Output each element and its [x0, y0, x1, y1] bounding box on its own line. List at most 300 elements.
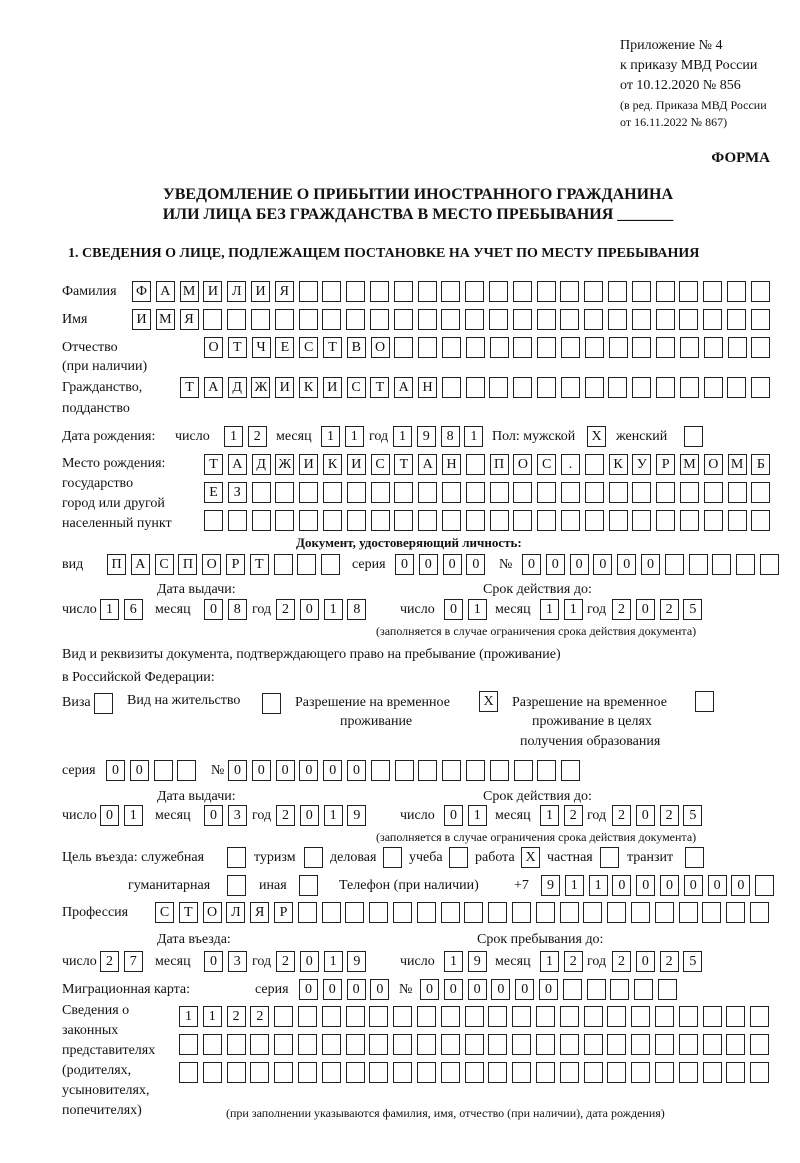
char-cell[interactable]: 0: [299, 979, 318, 1000]
char-cell[interactable]: [393, 1006, 412, 1027]
char-cell[interactable]: [585, 482, 604, 503]
char-cell[interactable]: 0: [444, 979, 463, 1000]
char-cell[interactable]: [587, 979, 606, 1000]
char-cell[interactable]: [394, 337, 413, 358]
char-cell[interactable]: [275, 482, 294, 503]
char-cell[interactable]: И: [251, 281, 270, 302]
char-cell[interactable]: [680, 510, 699, 531]
char-cell[interactable]: [465, 309, 484, 330]
char-cell[interactable]: 3: [228, 951, 247, 972]
char-cell[interactable]: П: [178, 554, 197, 575]
char-cell[interactable]: [703, 309, 722, 330]
char-cell[interactable]: [755, 875, 774, 896]
char-cell[interactable]: [441, 281, 460, 302]
char-cell[interactable]: [607, 1006, 626, 1027]
char-cell[interactable]: [251, 309, 270, 330]
char-cell[interactable]: [369, 902, 388, 923]
char-cell[interactable]: 0: [370, 979, 389, 1000]
char-cell[interactable]: 1: [224, 426, 243, 447]
char-cell[interactable]: [383, 847, 402, 868]
char-cell[interactable]: [631, 1062, 650, 1083]
char-cell[interactable]: [274, 1062, 293, 1083]
char-cell[interactable]: [466, 510, 485, 531]
char-cell[interactable]: 0: [444, 599, 463, 620]
char-cell[interactable]: .: [561, 454, 580, 475]
char-cell[interactable]: [726, 1062, 745, 1083]
char-cell[interactable]: [560, 1034, 579, 1055]
char-cell[interactable]: 0: [617, 554, 636, 575]
char-cell[interactable]: [584, 1006, 603, 1027]
char-cell[interactable]: 2: [276, 951, 295, 972]
char-cell[interactable]: 1: [564, 599, 583, 620]
char-cell[interactable]: 0: [570, 554, 589, 575]
char-cell[interactable]: К: [323, 454, 342, 475]
char-cell[interactable]: 8: [441, 426, 460, 447]
char-cell[interactable]: [560, 281, 579, 302]
char-cell[interactable]: [442, 482, 461, 503]
char-cell[interactable]: А: [204, 377, 223, 398]
char-cell[interactable]: Ч: [252, 337, 271, 358]
char-cell[interactable]: 1: [393, 426, 412, 447]
char-cell[interactable]: [560, 309, 579, 330]
char-cell[interactable]: 0: [612, 875, 631, 896]
char-cell[interactable]: [262, 693, 281, 714]
char-cell[interactable]: 5: [683, 599, 702, 620]
char-cell[interactable]: [609, 510, 628, 531]
char-cell[interactable]: [227, 309, 246, 330]
char-cell[interactable]: [395, 760, 414, 781]
char-cell[interactable]: [560, 1006, 579, 1027]
char-cell[interactable]: [449, 847, 468, 868]
char-cell[interactable]: [684, 426, 703, 447]
char-cell[interactable]: [513, 281, 532, 302]
char-cell[interactable]: 2: [612, 805, 631, 826]
char-cell[interactable]: [466, 454, 485, 475]
char-cell[interactable]: [727, 281, 746, 302]
char-cell[interactable]: X: [587, 426, 606, 447]
char-cell[interactable]: [703, 1006, 722, 1027]
char-cell[interactable]: [632, 337, 651, 358]
char-cell[interactable]: [751, 510, 770, 531]
char-cell[interactable]: И: [275, 377, 294, 398]
char-cell[interactable]: [704, 510, 723, 531]
char-cell[interactable]: [442, 760, 461, 781]
char-cell[interactable]: [94, 693, 113, 714]
char-cell[interactable]: 1: [444, 951, 463, 972]
char-cell[interactable]: [298, 1034, 317, 1055]
char-cell[interactable]: 0: [539, 979, 558, 1000]
char-cell[interactable]: [537, 309, 556, 330]
char-cell[interactable]: [607, 1034, 626, 1055]
char-cell[interactable]: [695, 691, 714, 712]
char-cell[interactable]: [632, 377, 651, 398]
char-cell[interactable]: [489, 309, 508, 330]
char-cell[interactable]: О: [204, 337, 223, 358]
char-cell[interactable]: [371, 760, 390, 781]
char-cell[interactable]: [441, 1062, 460, 1083]
char-cell[interactable]: [370, 309, 389, 330]
char-cell[interactable]: [203, 1062, 222, 1083]
char-cell[interactable]: 2: [100, 951, 119, 972]
char-cell[interactable]: [537, 377, 556, 398]
char-cell[interactable]: [465, 281, 484, 302]
char-cell[interactable]: [679, 902, 698, 923]
char-cell[interactable]: О: [203, 902, 222, 923]
char-cell[interactable]: [250, 1062, 269, 1083]
char-cell[interactable]: [227, 1034, 246, 1055]
char-cell[interactable]: 1: [464, 426, 483, 447]
char-cell[interactable]: [369, 1062, 388, 1083]
char-cell[interactable]: 2: [660, 599, 679, 620]
char-cell[interactable]: 0: [546, 554, 565, 575]
char-cell[interactable]: [712, 554, 731, 575]
char-cell[interactable]: 0: [300, 951, 319, 972]
char-cell[interactable]: [728, 510, 747, 531]
char-cell[interactable]: А: [394, 377, 413, 398]
char-cell[interactable]: [584, 281, 603, 302]
char-cell[interactable]: У: [632, 454, 651, 475]
char-cell[interactable]: [585, 377, 604, 398]
char-cell[interactable]: 1: [589, 875, 608, 896]
char-cell[interactable]: [704, 482, 723, 503]
char-cell[interactable]: [726, 1034, 745, 1055]
char-cell[interactable]: [228, 510, 247, 531]
char-cell[interactable]: [751, 482, 770, 503]
char-cell[interactable]: С: [155, 554, 174, 575]
char-cell[interactable]: Е: [275, 337, 294, 358]
char-cell[interactable]: [322, 1062, 341, 1083]
char-cell[interactable]: [513, 377, 532, 398]
char-cell[interactable]: [393, 902, 412, 923]
char-cell[interactable]: 0: [347, 979, 366, 1000]
char-cell[interactable]: 0: [323, 979, 342, 1000]
char-cell[interactable]: 8: [347, 599, 366, 620]
char-cell[interactable]: [490, 337, 509, 358]
char-cell[interactable]: [561, 760, 580, 781]
char-cell[interactable]: [466, 482, 485, 503]
char-cell[interactable]: В: [347, 337, 366, 358]
char-cell[interactable]: С: [155, 902, 174, 923]
char-cell[interactable]: 1: [324, 951, 343, 972]
char-cell[interactable]: [490, 760, 509, 781]
char-cell[interactable]: [750, 1062, 769, 1083]
char-cell[interactable]: 2: [564, 805, 583, 826]
char-cell[interactable]: [680, 337, 699, 358]
char-cell[interactable]: 2: [612, 951, 631, 972]
char-cell[interactable]: [537, 281, 556, 302]
char-cell[interactable]: 1: [540, 951, 559, 972]
char-cell[interactable]: [751, 309, 770, 330]
char-cell[interactable]: 8: [228, 599, 247, 620]
char-cell[interactable]: [679, 1034, 698, 1055]
char-cell[interactable]: [418, 760, 437, 781]
char-cell[interactable]: О: [371, 337, 390, 358]
char-cell[interactable]: [513, 309, 532, 330]
char-cell[interactable]: [607, 1062, 626, 1083]
char-cell[interactable]: [346, 281, 365, 302]
char-cell[interactable]: [584, 309, 603, 330]
char-cell[interactable]: [632, 482, 651, 503]
char-cell[interactable]: [726, 902, 745, 923]
char-cell[interactable]: Т: [323, 337, 342, 358]
char-cell[interactable]: [727, 309, 746, 330]
char-cell[interactable]: Л: [226, 902, 245, 923]
char-cell[interactable]: 1: [179, 1006, 198, 1027]
char-cell[interactable]: [512, 1034, 531, 1055]
char-cell[interactable]: [514, 760, 533, 781]
char-cell[interactable]: [252, 482, 271, 503]
char-cell[interactable]: 5: [683, 805, 702, 826]
char-cell[interactable]: С: [537, 454, 556, 475]
char-cell[interactable]: 0: [228, 760, 247, 781]
char-cell[interactable]: [655, 1034, 674, 1055]
char-cell[interactable]: [417, 902, 436, 923]
char-cell[interactable]: 0: [323, 760, 342, 781]
char-cell[interactable]: [394, 281, 413, 302]
char-cell[interactable]: [727, 377, 746, 398]
char-cell[interactable]: Т: [394, 454, 413, 475]
char-cell[interactable]: [298, 1006, 317, 1027]
char-cell[interactable]: [631, 902, 650, 923]
char-cell[interactable]: [656, 337, 675, 358]
char-cell[interactable]: 0: [522, 554, 541, 575]
char-cell[interactable]: 0: [395, 554, 414, 575]
char-cell[interactable]: [679, 309, 698, 330]
char-cell[interactable]: К: [299, 377, 318, 398]
char-cell[interactable]: 0: [731, 875, 750, 896]
char-cell[interactable]: [304, 847, 323, 868]
char-cell[interactable]: [345, 902, 364, 923]
char-cell[interactable]: [227, 875, 246, 896]
char-cell[interactable]: [441, 309, 460, 330]
char-cell[interactable]: С: [347, 377, 366, 398]
char-cell[interactable]: 9: [347, 951, 366, 972]
char-cell[interactable]: [584, 1034, 603, 1055]
char-cell[interactable]: [536, 1062, 555, 1083]
char-cell[interactable]: [488, 1034, 507, 1055]
char-cell[interactable]: [322, 1006, 341, 1027]
char-cell[interactable]: 2: [564, 951, 583, 972]
char-cell[interactable]: 1: [540, 599, 559, 620]
char-cell[interactable]: [704, 337, 723, 358]
char-cell[interactable]: 1: [124, 805, 143, 826]
char-cell[interactable]: [536, 1034, 555, 1055]
char-cell[interactable]: [275, 309, 294, 330]
char-cell[interactable]: И: [132, 309, 151, 330]
char-cell[interactable]: [702, 902, 721, 923]
char-cell[interactable]: [751, 377, 770, 398]
char-cell[interactable]: [442, 510, 461, 531]
char-cell[interactable]: [537, 760, 556, 781]
char-cell[interactable]: Н: [418, 377, 437, 398]
char-cell[interactable]: [656, 510, 675, 531]
char-cell[interactable]: З: [228, 482, 247, 503]
char-cell[interactable]: [655, 902, 674, 923]
char-cell[interactable]: Е: [204, 482, 223, 503]
char-cell[interactable]: 9: [468, 951, 487, 972]
char-cell[interactable]: А: [131, 554, 150, 575]
char-cell[interactable]: 1: [565, 875, 584, 896]
char-cell[interactable]: [346, 309, 365, 330]
char-cell[interactable]: О: [202, 554, 221, 575]
char-cell[interactable]: [736, 554, 755, 575]
char-cell[interactable]: А: [418, 454, 437, 475]
char-cell[interactable]: 2: [248, 426, 267, 447]
char-cell[interactable]: [322, 1034, 341, 1055]
char-cell[interactable]: 0: [347, 760, 366, 781]
char-cell[interactable]: М: [156, 309, 175, 330]
char-cell[interactable]: [609, 482, 628, 503]
char-cell[interactable]: [417, 1006, 436, 1027]
char-cell[interactable]: [490, 510, 509, 531]
char-cell[interactable]: [561, 337, 580, 358]
char-cell[interactable]: [655, 1062, 674, 1083]
char-cell[interactable]: Т: [228, 337, 247, 358]
char-cell[interactable]: [583, 902, 602, 923]
char-cell[interactable]: [393, 1034, 412, 1055]
char-cell[interactable]: [656, 309, 675, 330]
char-cell[interactable]: [466, 337, 485, 358]
char-cell[interactable]: 0: [636, 805, 655, 826]
char-cell[interactable]: [274, 554, 293, 575]
char-cell[interactable]: [704, 377, 723, 398]
char-cell[interactable]: [536, 1006, 555, 1027]
char-cell[interactable]: [561, 482, 580, 503]
char-cell[interactable]: [512, 1062, 531, 1083]
char-cell[interactable]: [466, 760, 485, 781]
char-cell[interactable]: 9: [347, 805, 366, 826]
char-cell[interactable]: 2: [227, 1006, 246, 1027]
char-cell[interactable]: [465, 1062, 484, 1083]
char-cell[interactable]: П: [490, 454, 509, 475]
char-cell[interactable]: [560, 902, 579, 923]
char-cell[interactable]: [369, 1006, 388, 1027]
char-cell[interactable]: X: [479, 691, 498, 712]
char-cell[interactable]: О: [704, 454, 723, 475]
char-cell[interactable]: [607, 902, 626, 923]
char-cell[interactable]: [418, 337, 437, 358]
char-cell[interactable]: [299, 281, 318, 302]
char-cell[interactable]: Д: [228, 377, 247, 398]
char-cell[interactable]: Т: [250, 554, 269, 575]
char-cell[interactable]: [584, 1062, 603, 1083]
char-cell[interactable]: [490, 482, 509, 503]
char-cell[interactable]: 0: [468, 979, 487, 1000]
char-cell[interactable]: [655, 1006, 674, 1027]
char-cell[interactable]: [299, 875, 318, 896]
char-cell[interactable]: 0: [636, 951, 655, 972]
char-cell[interactable]: [179, 1034, 198, 1055]
char-cell[interactable]: 2: [660, 951, 679, 972]
char-cell[interactable]: 0: [443, 554, 462, 575]
char-cell[interactable]: [346, 1006, 365, 1027]
char-cell[interactable]: [227, 847, 246, 868]
char-cell[interactable]: [750, 902, 769, 923]
char-cell[interactable]: М: [680, 454, 699, 475]
char-cell[interactable]: [656, 482, 675, 503]
char-cell[interactable]: 0: [204, 805, 223, 826]
char-cell[interactable]: 1: [324, 805, 343, 826]
char-cell[interactable]: 3: [228, 805, 247, 826]
char-cell[interactable]: [371, 510, 390, 531]
char-cell[interactable]: [441, 1034, 460, 1055]
char-cell[interactable]: И: [347, 454, 366, 475]
char-cell[interactable]: Т: [180, 377, 199, 398]
char-cell[interactable]: [512, 902, 531, 923]
char-cell[interactable]: [608, 377, 627, 398]
char-cell[interactable]: [513, 482, 532, 503]
char-cell[interactable]: [610, 979, 629, 1000]
char-cell[interactable]: [418, 309, 437, 330]
char-cell[interactable]: [751, 281, 770, 302]
char-cell[interactable]: [299, 510, 318, 531]
char-cell[interactable]: [585, 337, 604, 358]
char-cell[interactable]: [680, 482, 699, 503]
char-cell[interactable]: 0: [300, 805, 319, 826]
char-cell[interactable]: 9: [541, 875, 560, 896]
char-cell[interactable]: 0: [130, 760, 149, 781]
char-cell[interactable]: [750, 1034, 769, 1055]
char-cell[interactable]: Р: [274, 902, 293, 923]
char-cell[interactable]: [346, 1034, 365, 1055]
char-cell[interactable]: [632, 281, 651, 302]
char-cell[interactable]: 0: [660, 875, 679, 896]
char-cell[interactable]: [513, 337, 532, 358]
char-cell[interactable]: X: [521, 847, 540, 868]
char-cell[interactable]: [665, 554, 684, 575]
char-cell[interactable]: М: [180, 281, 199, 302]
char-cell[interactable]: Д: [252, 454, 271, 475]
char-cell[interactable]: [585, 510, 604, 531]
char-cell[interactable]: [154, 760, 173, 781]
char-cell[interactable]: 2: [276, 805, 295, 826]
char-cell[interactable]: [370, 281, 389, 302]
char-cell[interactable]: [656, 377, 675, 398]
char-cell[interactable]: Я: [275, 281, 294, 302]
char-cell[interactable]: [488, 1006, 507, 1027]
char-cell[interactable]: 1: [100, 599, 119, 620]
char-cell[interactable]: 0: [106, 760, 125, 781]
char-cell[interactable]: 0: [515, 979, 534, 1000]
char-cell[interactable]: [537, 510, 556, 531]
char-cell[interactable]: С: [371, 454, 390, 475]
char-cell[interactable]: [689, 554, 708, 575]
char-cell[interactable]: [347, 510, 366, 531]
char-cell[interactable]: Р: [226, 554, 245, 575]
char-cell[interactable]: И: [323, 377, 342, 398]
char-cell[interactable]: [274, 1034, 293, 1055]
char-cell[interactable]: [394, 510, 413, 531]
char-cell[interactable]: [728, 482, 747, 503]
char-cell[interactable]: 0: [708, 875, 727, 896]
char-cell[interactable]: [466, 377, 485, 398]
char-cell[interactable]: [703, 1034, 722, 1055]
char-cell[interactable]: 2: [276, 599, 295, 620]
char-cell[interactable]: [322, 309, 341, 330]
char-cell[interactable]: [322, 902, 341, 923]
char-cell[interactable]: [563, 979, 582, 1000]
char-cell[interactable]: [203, 309, 222, 330]
char-cell[interactable]: 6: [124, 599, 143, 620]
char-cell[interactable]: [252, 510, 271, 531]
char-cell[interactable]: [561, 510, 580, 531]
char-cell[interactable]: [442, 377, 461, 398]
char-cell[interactable]: [536, 902, 555, 923]
char-cell[interactable]: [323, 510, 342, 531]
char-cell[interactable]: [417, 1062, 436, 1083]
char-cell[interactable]: 0: [299, 760, 318, 781]
char-cell[interactable]: 1: [203, 1006, 222, 1027]
